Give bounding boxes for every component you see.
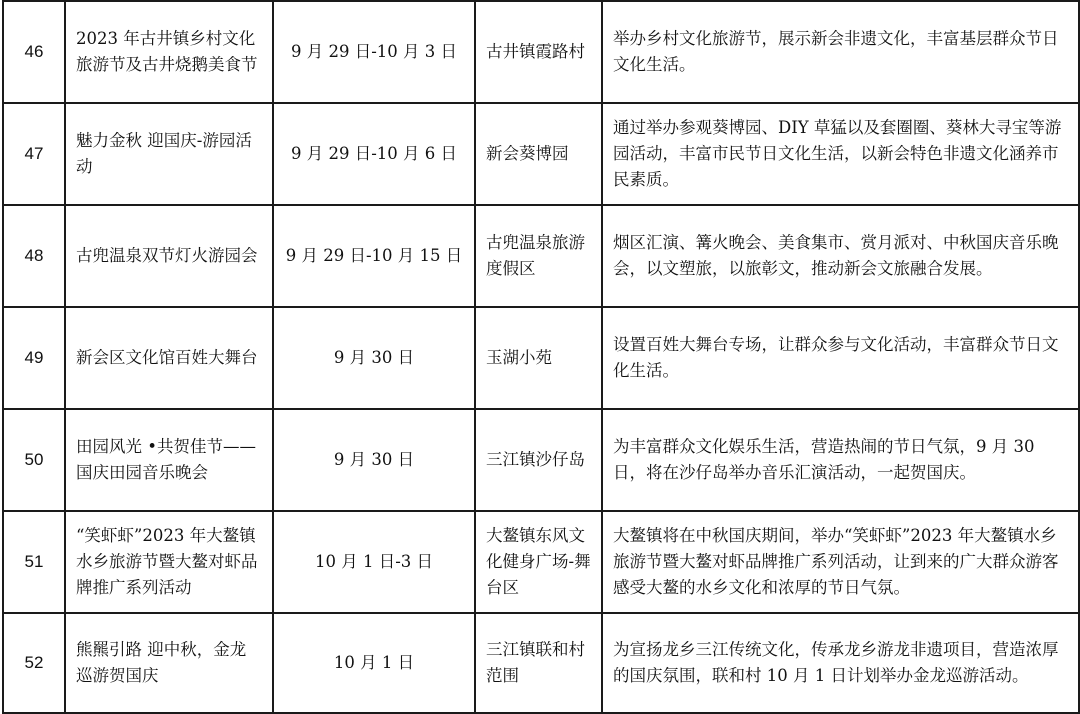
row-number: 51	[3, 511, 65, 613]
row-number: 46	[3, 1, 65, 103]
event-place: 古井镇霞路村	[475, 1, 602, 103]
event-description: 为丰富群众文化娱乐生活，营造热闹的节日气氛，9 月 30 日，将在沙仔岛举办音乐汇演活动，一起贺国庆。	[602, 409, 1079, 511]
event-place: 新会葵博园	[475, 103, 602, 205]
row-number: 49	[3, 307, 65, 409]
event-description: 烟区汇演、篝火晚会、美食集市、赏月派对、中秋国庆音乐晚会，以文塑旅，以旅彰文，推动新会文旅融合发展。	[602, 205, 1079, 307]
event-date: 9 月 29 日-10 月 3 日	[273, 1, 475, 103]
events-table	[2, 0, 1080, 714]
event-description: 举办乡村文化旅游节，展示新会非遗文化，丰富基层群众节日文化生活。	[602, 1, 1079, 103]
event-place: 三江镇沙仔岛	[475, 409, 602, 511]
row-number: 50	[3, 409, 65, 511]
table-row	[3, 307, 1079, 409]
event-date: 10 月 1 日	[273, 613, 475, 713]
event-date: 10 月 1 日-3 日	[273, 511, 475, 613]
table-row	[3, 205, 1079, 307]
table-row	[3, 103, 1079, 205]
row-number: 52	[3, 613, 65, 713]
row-number: 48	[3, 205, 65, 307]
event-description: 大鳌镇将在中秋国庆期间，举办“笑虾虾”2023 年大鳌镇水乡旅游节暨大鳌对虾品牌推广系列活动，让到来的广大群众游客感受大鳌的水乡文化和浓厚的节日气氛。	[602, 511, 1079, 613]
event-description: 通过举办参观葵博园、DIY 草猛以及套圈圈、葵林大寻宝等游园活动，丰富市民节日文化生活，以新会特色非遗文化涵养市民素质。	[602, 103, 1079, 205]
event-date: 9 月 29 日-10 月 15 日	[273, 205, 475, 307]
event-date: 9 月 30 日	[273, 409, 475, 511]
event-name: 熊羆引路 迎中秋，金龙巡游贺国庆	[65, 613, 273, 713]
event-place: 三江镇联和村范围	[475, 613, 602, 713]
event-name: 魅力金秋 迎国庆-游园活动	[65, 103, 273, 205]
row-number: 47	[3, 103, 65, 205]
table-row	[3, 511, 1079, 613]
event-description: 设置百姓大舞台专场，让群众参与文化活动，丰富群众节日文化生活。	[602, 307, 1079, 409]
event-name: 新会区文化馆百姓大舞台	[65, 307, 273, 409]
event-place: 大鳌镇东风文化健身广场-舞台区	[475, 511, 602, 613]
table-row	[3, 613, 1079, 713]
table-row	[3, 1, 1079, 103]
event-name: 古兜温泉双节灯火游园会	[65, 205, 273, 307]
event-name: “笑虾虾”2023 年大鳌镇水乡旅游节暨大鳌对虾品牌推广系列活动	[65, 511, 273, 613]
event-name: 田园风光 •共贺佳节——国庆田园音乐晚会	[65, 409, 273, 511]
event-date: 9 月 29 日-10 月 6 日	[273, 103, 475, 205]
event-date: 9 月 30 日	[273, 307, 475, 409]
event-place: 古兜温泉旅游度假区	[475, 205, 602, 307]
event-name: 2023 年古井镇乡村文化旅游节及古井烧鹅美食节	[65, 1, 273, 103]
event-place: 玉湖小苑	[475, 307, 602, 409]
event-description: 为宣扬龙乡三江传统文化，传承龙乡游龙非遗项目，营造浓厚的国庆氛围，联和村 10 月 1 日计划举办金龙巡游活动。	[602, 613, 1079, 713]
table-row	[3, 409, 1079, 511]
